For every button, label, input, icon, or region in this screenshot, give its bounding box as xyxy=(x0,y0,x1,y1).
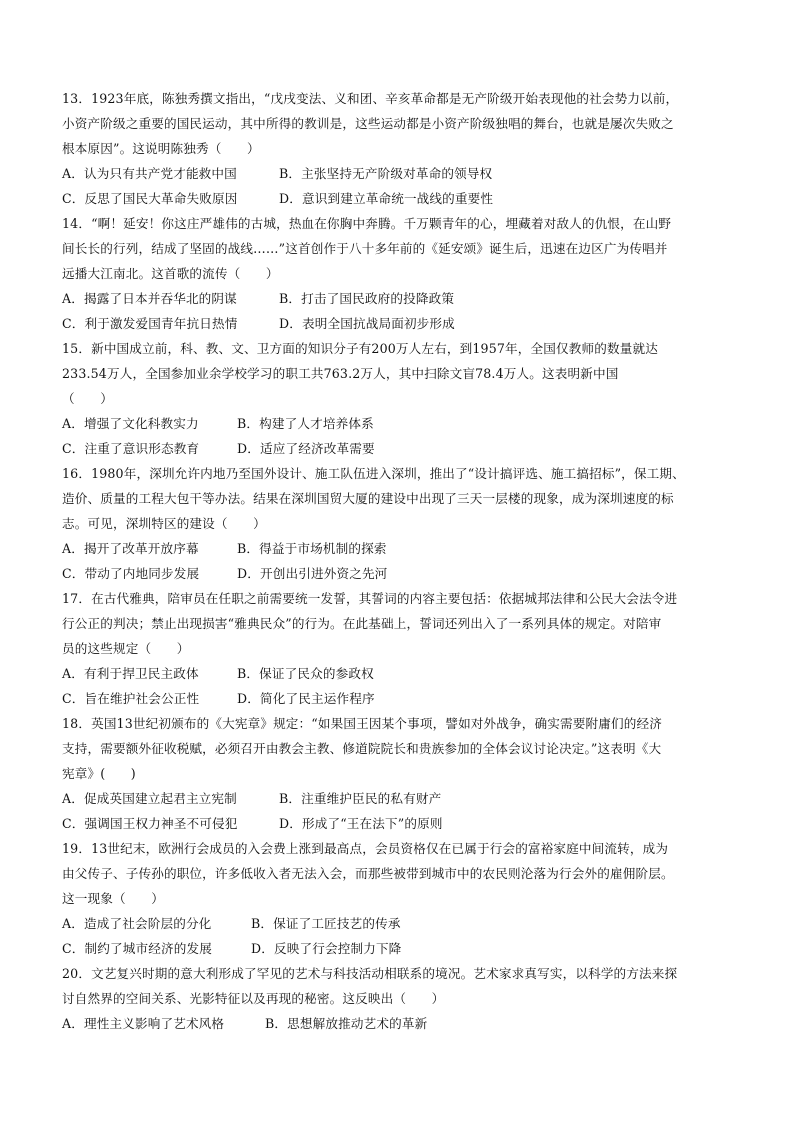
option-row xyxy=(62,311,742,336)
option-c: C．旨在维护社会公正性 xyxy=(62,691,200,706)
option-b: B．思想解放推动艺术的革新 xyxy=(265,1016,428,1031)
option-b: B．主张坚持无产阶级对革命的领导权 xyxy=(279,166,493,181)
option-a: A．揭开了改革开放序幕 xyxy=(62,541,199,556)
option-row xyxy=(62,161,742,186)
question-stem-line: 志。可见，深圳特区的建设（ ） xyxy=(62,516,266,531)
option-a: A．增强了文化科教实力 xyxy=(62,416,199,431)
option-row xyxy=(62,1011,742,1036)
question-20 xyxy=(62,961,742,1036)
question-15 xyxy=(62,336,742,461)
option-row xyxy=(62,186,742,211)
question-18 xyxy=(62,711,742,836)
question-stem-line: 14．“啊！延安！你这庄严雄伟的古城，热血在你胸中奔腾。千万颗青年的心，埋藏着对敌人的仇恨，在山野 xyxy=(62,216,672,231)
option-a: A．理性主义影响了艺术风格 xyxy=(62,1016,225,1031)
option-d: D．简化了民主运作程序 xyxy=(237,691,375,706)
option-row xyxy=(62,811,742,836)
question-stem-line: 15．新中国成立前，科、教、文、卫方面的知识分子有200万人左右，到1957年，全国仅教师的数量就达 xyxy=(62,341,658,356)
option-d: D．形成了“王在法下”的原则 xyxy=(279,816,443,831)
option-d: D．适应了经济改革需要 xyxy=(237,441,375,456)
exam-page xyxy=(62,86,742,1036)
question-stem-line: 小资产阶级之重要的国民运动，其中所得的教训是，这些运动都是小资产阶级独唱的舞台，也就是屡次失败之 xyxy=(62,116,674,131)
option-b: B．打击了国民政府的投降政策 xyxy=(279,291,455,306)
option-d: D．反映了行会控制力下降 xyxy=(251,941,402,956)
question-stem-line: 19．13世纪末，欧洲行会成员的入会费上涨到最高点，会员资格仅在已属于行会的富裕家庭中间流转，成为 xyxy=(62,841,669,856)
question-stem-line: 20．文艺复兴时期的意大利形成了罕见的艺术与科技活动相联系的境况。艺术家求真写实，以科学的方法来探 xyxy=(62,966,678,981)
question-stem-line: 根本原因”。这说明陈独秀（ ） xyxy=(62,141,260,156)
option-c: C．利于激发爱国青年抗日热情 xyxy=(62,316,238,331)
question-stem-line: 13．1923年底，陈独秀撰文指出，“戊戌变法、义和团、辛亥革命都是无产阶级开始表现他的社会势力以前， xyxy=(62,91,679,106)
question-stem-line: 17．在古代雅典，陪审员在任职之前需要统一发誓，其誓词的内容主要包括：依据城邦法律和公民大会法令进 xyxy=(62,591,678,606)
option-d: D．表明全国抗战局面初步形成 xyxy=(279,316,455,331)
question-stem-line: 造价、质量的工程大包干等办法。结果在深圳国贸大厦的建设中出现了三天一层楼的现象，成为深圳速度的标 xyxy=(62,491,674,506)
question-stem-line: 支持，需要额外征收税赋，必须召开由教会主教、修道院院长和贵族参加的全体会议讨论决定。”这表明《大 xyxy=(62,741,662,756)
option-row xyxy=(62,561,742,586)
question-stem-line: （ ） xyxy=(62,391,113,406)
option-c: C．带动了内地同步发展 xyxy=(62,566,200,581)
question-19 xyxy=(62,836,742,961)
question-stem-line: 宪章》( ) xyxy=(62,766,136,781)
option-b: B．构建了人才培养体系 xyxy=(237,416,374,431)
option-c: C．强调国王权力神圣不可侵犯 xyxy=(62,816,238,831)
option-b: B．保证了民众的参政权 xyxy=(237,666,374,681)
question-stem-line: 233.54万人，全国参加业余学校学习的职工共763.2万人，其中扫除文盲78.4万人。这表明新中国 xyxy=(62,366,619,381)
option-row xyxy=(62,911,742,936)
question-16 xyxy=(62,461,742,586)
question-stem-line: 18．英国13世纪初颁布的《大宪章》规定：“如果国王因某个事项，譬如对外战争，确实需要附庸们的经济 xyxy=(62,716,662,731)
question-stem-line: 这一现象（ ） xyxy=(62,891,164,906)
option-row xyxy=(62,786,742,811)
question-stem-line: 行公正的判决；禁止出现损害“雅典民众”的行为。在此基础上，誓词还列出入了一系列具体的规定。对陪审 xyxy=(62,616,662,631)
option-b: B．注重维护臣民的私有财产 xyxy=(279,791,442,806)
question-stem-line: 由父传子、子传孙的职位，许多低收入者无法入会，而那些被带到城市中的农民则沦落为行会外的雇佣阶层。 xyxy=(62,866,674,881)
option-a: A．认为只有共产党才能救中国 xyxy=(62,166,237,181)
question-17 xyxy=(62,586,742,711)
option-c: C．注重了意识形态教育 xyxy=(62,441,200,456)
option-a: A．揭露了日本并吞华北的阴谋 xyxy=(62,291,237,306)
question-stem-line: 间长长的行列，结成了坚固的战线……”这首创作于八十多年前的《延安颂》诞生后，迅速在边区广为传唱并 xyxy=(62,241,668,256)
option-d: D．开创出引进外资之先河 xyxy=(237,566,388,581)
question-14 xyxy=(62,211,742,336)
question-stem-line: 16．1980年，深圳允许内地乃至国外设计、施工队伍进入深圳，推出了“设计搞评选、施工搞招标”，保工期、 xyxy=(62,466,685,481)
option-row xyxy=(62,411,742,436)
option-row xyxy=(62,286,742,311)
question-stem-line: 讨自然界的空间关系、光影特征以及再现的秘密。这反映出（ ） xyxy=(62,991,445,1006)
option-row xyxy=(62,936,742,961)
option-b: B．保证了工匠技艺的传承 xyxy=(251,916,401,931)
question-stem-line: 员的这些规定（ ） xyxy=(62,641,190,656)
option-row xyxy=(62,536,742,561)
option-row xyxy=(62,661,742,686)
option-b: B．得益于市场机制的探索 xyxy=(237,541,387,556)
question-13 xyxy=(62,86,742,211)
option-c: C．反思了国民大革命失败原因 xyxy=(62,191,238,206)
option-d: D．意识到建立革命统一战线的重要性 xyxy=(279,191,494,206)
option-row xyxy=(62,436,742,461)
option-a: A．造成了社会阶层的分化 xyxy=(62,916,212,931)
option-c: C．制约了城市经济的发展 xyxy=(62,941,212,956)
question-stem-line: 远播大江南北。这首歌的流传（ ） xyxy=(62,266,279,281)
option-row xyxy=(62,686,742,711)
option-a: A．促成英国建立起君主立宪制 xyxy=(62,791,237,806)
option-a: A．有利于捍卫民主政体 xyxy=(62,666,199,681)
